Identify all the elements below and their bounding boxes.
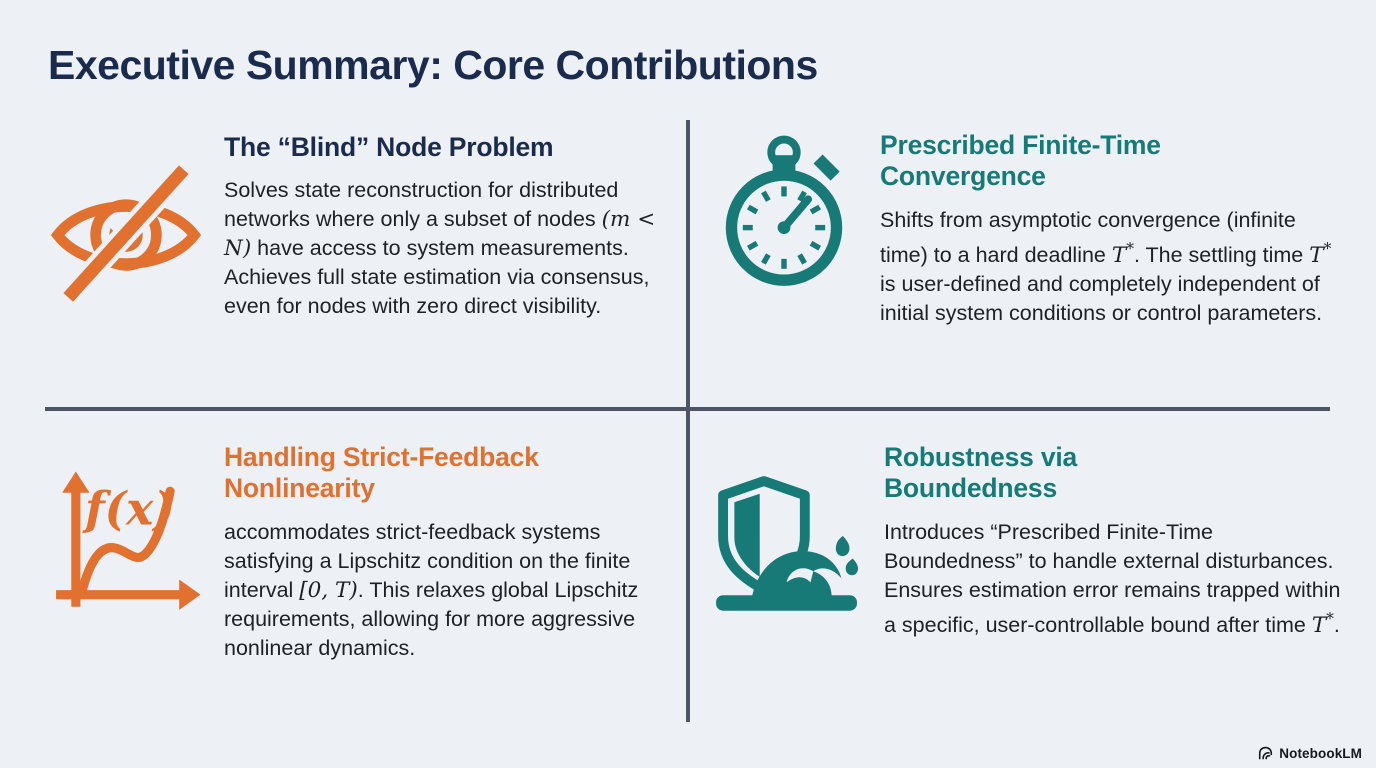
card-body: Introduces “Prescribed Finite-Time Boundedness” to handle external disturbances. Ensures estimation error remains trapped within a specific, user-controllable bound after time T*. (884, 519, 1341, 638)
card-body: Solves state reconstruction for distributed networks where only a subset of nodes (m < N) have access to system measurements. Achieves full state estimation via consensus, even for nodes with zero direct visibility. (224, 178, 656, 319)
card-heading: Prescribed Finite-Time Convergence (880, 130, 1161, 192)
shield-wave-icon (709, 472, 864, 617)
horizontal-divider (45, 407, 1330, 411)
card-heading: Robustness via Boundedness (884, 442, 1078, 504)
card-body: accommodates strict-feedback systems satisfying a Lipschitz condition on the finite interval [0, T). This relaxes global Lipschitz requirements, allowing for more aggressive nonlinear dynamics. (224, 519, 639, 660)
eye-slash-icon (50, 156, 202, 308)
card-heading: Handling Strict-Feedback Nonlinearity (224, 442, 539, 504)
card-body: Shifts from asymptotic convergence (infinite time) to a hard deadline T*. The settling time T* is user-defined and completely independent of initial system conditions or control parameters. (880, 207, 1332, 325)
footer-watermark (1257, 745, 1362, 762)
card-heading: The “Blind” Node Problem (224, 132, 554, 162)
stopwatch-icon (713, 132, 855, 292)
svg-text:f(x): f(x) (84, 481, 175, 536)
card-strict-feedback-nonlinearity (40, 442, 684, 663)
function-graph-icon (50, 466, 202, 626)
vertical-divider (686, 120, 690, 722)
page-title: Executive Summary: Core Contributions (48, 42, 818, 88)
footer-brand-label: NotebookLM (1279, 746, 1362, 761)
notebooklm-logo-icon (1257, 745, 1274, 762)
card-robustness-via-boundedness (700, 442, 1360, 640)
card-blind-node-problem (40, 132, 684, 321)
card-prescribed-finite-time-convergence (700, 130, 1360, 328)
